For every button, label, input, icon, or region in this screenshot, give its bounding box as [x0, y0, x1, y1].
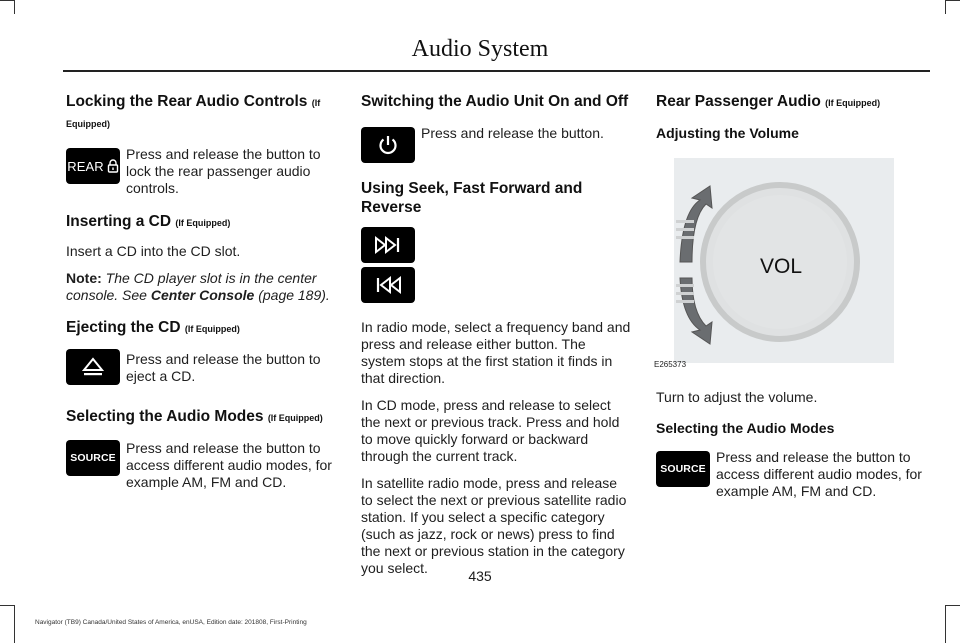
onoff-heading: Switching the Audio Unit On and Off [361, 93, 629, 110]
seek-reverse-button-icon [361, 267, 415, 303]
column-left [66, 92, 336, 491]
crop-mark [945, 605, 946, 643]
seek-satellite-text: In satellite radio mode, press and release to select the next or previous satellite radio station. If you select a specific category (such as jazz, rock or news) press to find the next or previous station in the category you select. [361, 475, 627, 576]
rear-lock-button-icon: REAR [66, 148, 120, 184]
skip-back-icon [373, 275, 403, 295]
figure-code: E265373 [654, 360, 687, 369]
modes-item [66, 440, 336, 491]
onoff-item [361, 125, 631, 165]
crop-mark [946, 0, 960, 1]
crop-mark [14, 0, 15, 14]
modes-heading: Selecting the Audio Modes (If Equipped) [66, 408, 323, 425]
crop-mark [14, 605, 15, 643]
onoff-text: Press and release the button. [421, 125, 604, 141]
rear-modes-text: Press and release the button to access different audio modes, for example AM, FM and CD. [716, 449, 922, 499]
center-console-link[interactable]: Center Console [150, 287, 255, 303]
insert-note: Note: The CD player slot is in the center console. See Center Console (page 189). [66, 270, 330, 303]
eject-text: Press and release the button to eject a CD. [126, 351, 321, 384]
seek-icons [361, 227, 631, 307]
eject-item [66, 351, 336, 391]
insert-heading: Inserting a CD (If Equipped) [66, 213, 231, 230]
crop-mark [0, 605, 14, 606]
seek-cd-text: In CD mode, press and release to select the next or previous track. Press and hold to move quickly forward or backward through the current track. [361, 397, 620, 464]
eject-heading: Ejecting the CD (If Equipped) [66, 319, 240, 336]
volume-figure [656, 158, 896, 373]
rear-modes-heading: Selecting the Audio Modes [656, 420, 835, 436]
source-button-icon: SOURCE [66, 440, 120, 476]
skip-forward-icon [373, 235, 403, 255]
page-title: Audio System [411, 36, 549, 62]
modes-text: Press and release the button to access different audio modes, for example AM, FM and CD. [126, 440, 332, 490]
column-middle [361, 92, 631, 587]
lock-item [66, 146, 336, 198]
eject-icon [82, 357, 104, 377]
insert-text: Insert a CD into the CD slot. [66, 243, 241, 259]
vol-label: VOL [760, 255, 803, 278]
lock-heading: Locking the Rear Audio Controls (If Equipped) [66, 93, 321, 129]
seek-heading: Using Seek, Fast Forward and Reverse [361, 180, 583, 216]
lock-icon [107, 159, 119, 173]
rear-audio-heading: Rear Passenger Audio (If Equipped) [656, 93, 881, 110]
rear-source-button-icon: SOURCE [656, 451, 710, 487]
crop-mark [0, 0, 14, 1]
volume-heading: Adjusting the Volume [656, 125, 799, 141]
page-number: 435 [468, 568, 492, 584]
column-right [656, 92, 926, 500]
power-icon [377, 134, 399, 156]
rear-modes-item [656, 449, 926, 500]
seek-forward-button-icon [361, 227, 415, 263]
crop-mark [945, 0, 946, 14]
seek-radio-text: In radio mode, select a frequency band and press and release either button. The system stops at the first station it finds in that direction. [361, 319, 631, 386]
eject-button-icon [66, 349, 120, 385]
crop-mark [946, 605, 960, 606]
lock-text: Press and release the button to lock the rear passenger audio controls. [126, 146, 321, 196]
volume-text: Turn to adjust the volume. [656, 389, 818, 405]
footer-edition: Navigator (TB9) Canada/United States of America, enUSA, Edition date: 201808, First-Printing [35, 619, 307, 626]
header-divider [63, 70, 930, 72]
power-button-icon [361, 127, 415, 163]
